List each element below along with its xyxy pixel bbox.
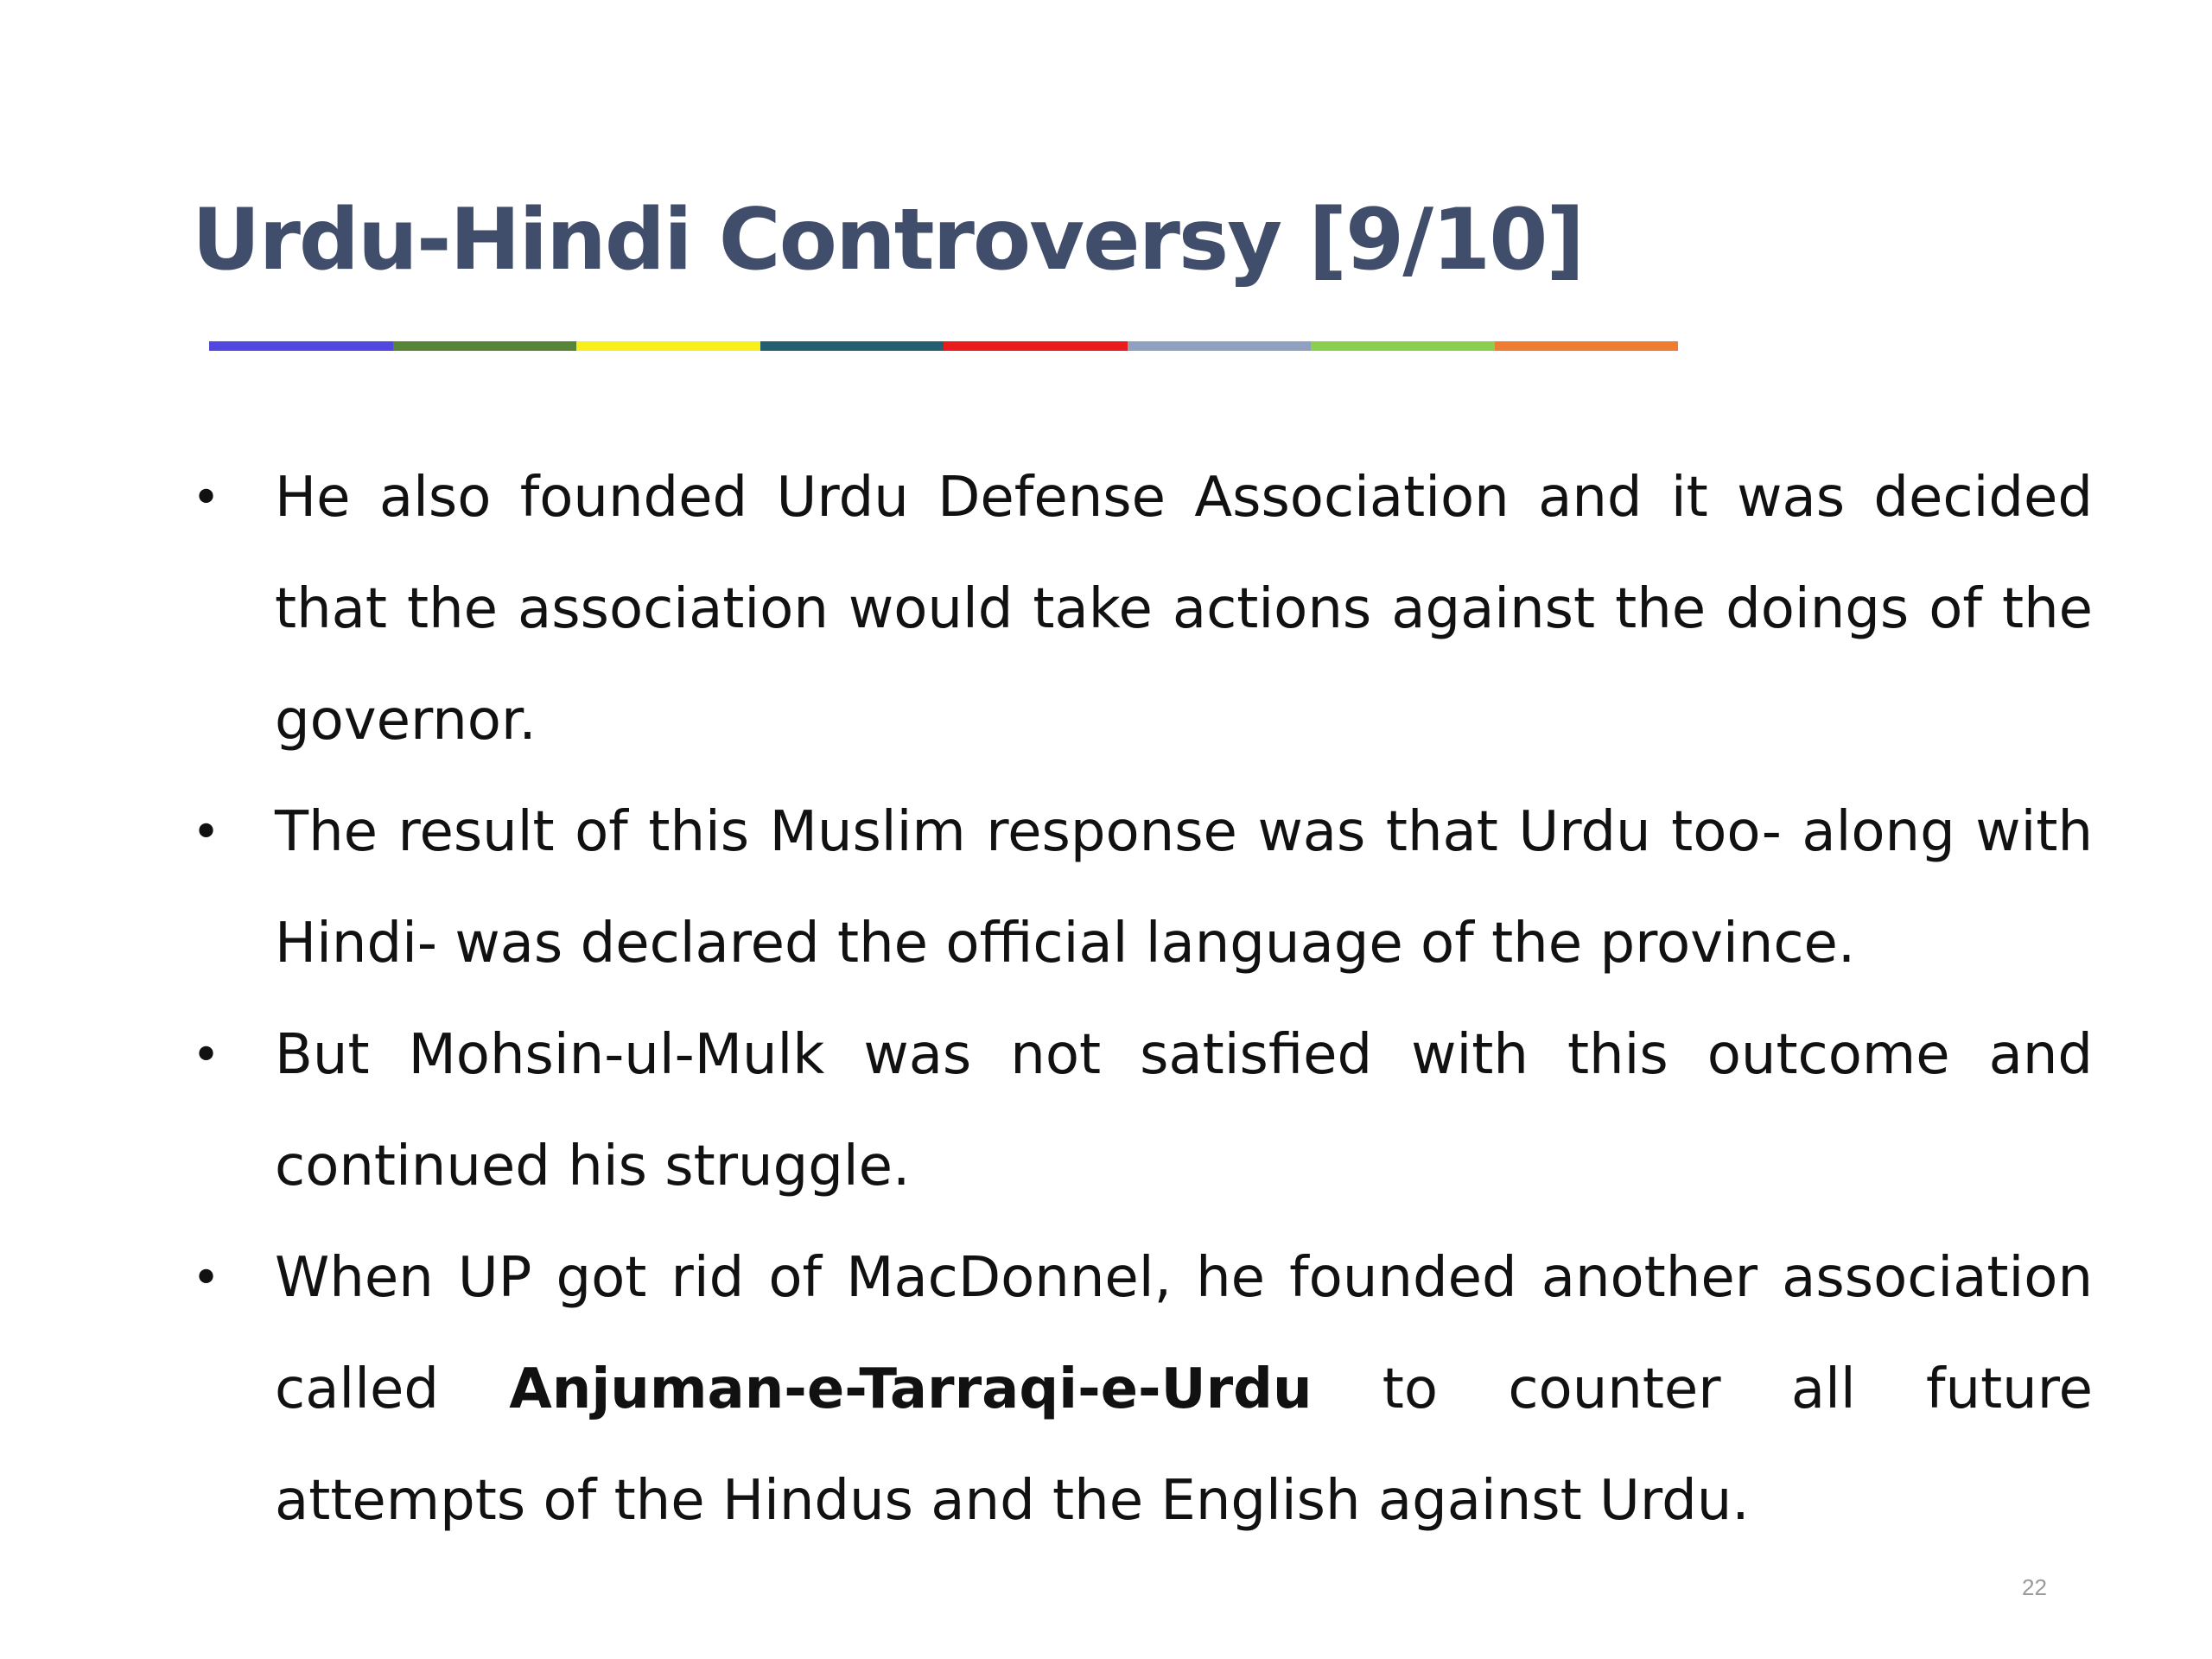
bullet-dot-icon: • (192, 1027, 221, 1084)
bullet-item (192, 1223, 2093, 1557)
rule-segment-1 (209, 341, 393, 351)
bullet-dot-icon: • (192, 804, 221, 861)
bullet-dot-icon: • (192, 1250, 221, 1306)
page-number: 22 (2022, 1574, 2047, 1600)
bullet-text-after: to counter all future attempts of the Hindus and the English against Urdu. (275, 1357, 2094, 1533)
rule-segment-6 (1128, 341, 1312, 351)
rule-segment-7 (1311, 341, 1495, 351)
bullet-text-before: When UP got rid of MacDonnel, he founded another association called (275, 1246, 2093, 1421)
rule-segment-5 (944, 341, 1128, 351)
bullet-text: He also founded Urdu Defense Association and it was decided that the association would take actions against the doings of the governor. (275, 466, 2093, 753)
bullet-text: But Mohsin-ul-Mulk was not satisfied with this outcome and continued his struggle. (275, 1023, 2093, 1198)
slide-title: Urdu-Hindi Controversy [9/10] (192, 191, 1584, 289)
bullet-dot-icon: • (192, 470, 221, 526)
bullet-item (192, 777, 2093, 1000)
title-color-rule (209, 341, 1678, 351)
rule-segment-4 (760, 341, 944, 351)
bullet-item (192, 1000, 2093, 1223)
bullet-list (192, 442, 2093, 1557)
bullet-item (192, 442, 2093, 777)
rule-segment-2 (393, 341, 577, 351)
bullet-text: The result of this Muslim response was that Urdu too- along with Hindi- was declared the official language of the province. (275, 800, 2093, 976)
rule-segment-8 (1495, 341, 1679, 351)
bullet-text-emphasis: Anjuman-e-Tarraqi-e-Urdu (509, 1357, 1313, 1421)
rule-segment-3 (576, 341, 760, 351)
